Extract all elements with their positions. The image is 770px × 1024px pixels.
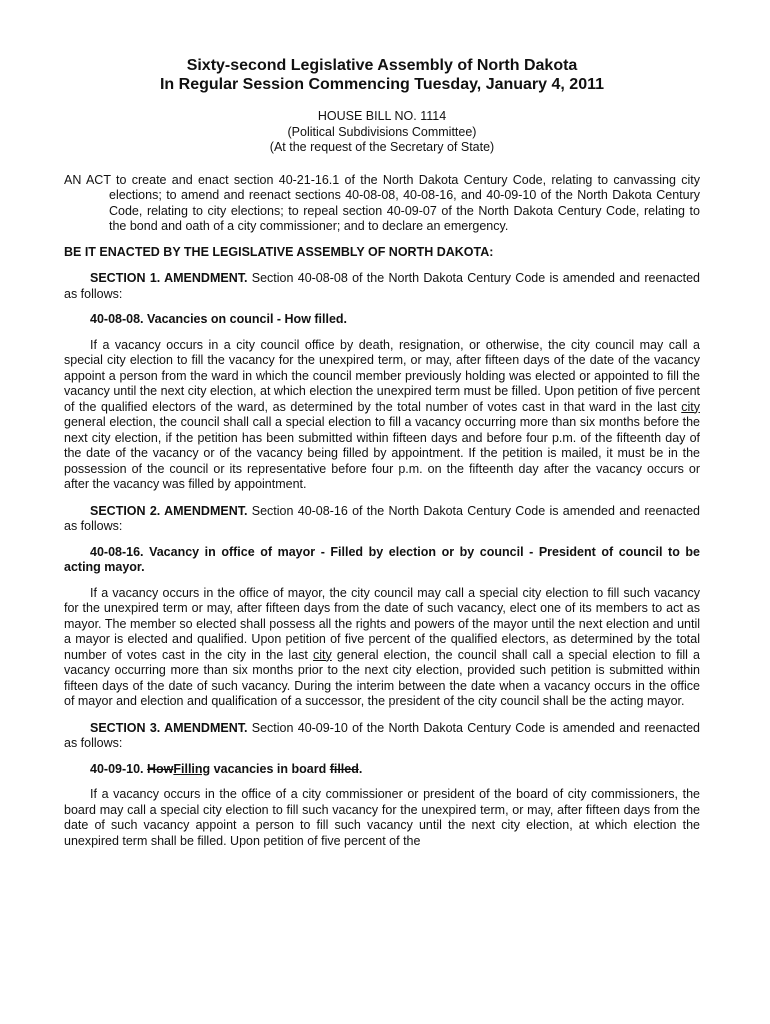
section-1-heading: 40-08-08. Vacancies on council - How filled. xyxy=(90,312,348,326)
act-title: AN ACT to create and enact section 40-21-16.1 of the North Dakota Century Code, relating to canvassing city elections; to amend and reenact sections 40-08-08, 40-08-16, and 40-09-10 of the North Dakota Century Code, relating to city elections; to repeal section 40-09-07 of the North Dakota Century Code, relating to the bond and oath of a city commissioner; and to declare an emergency. xyxy=(64,172,700,233)
section-3-intro xyxy=(64,721,700,752)
deleted-text: filled xyxy=(329,761,359,776)
bill-page xyxy=(64,56,700,849)
section-1-body xyxy=(64,338,700,493)
section-2-body-part-a: If a vacancy occurs in the office of mayor, the city council may call a special city election to fill such vacancy for the unexpired term or may, after fifteen days from the date of such vacancy, elect one of its members to act as mayor. The member so elected shall possess all the rights and powers of the mayor until the next election and until a mayor is elected and qualified. Upon petition of five percent of the qualified electors, as determined by the total number of votes cast in the city in the last xyxy=(64,585,700,662)
heading-mid: vacancies in board xyxy=(210,761,330,776)
bill-number: HOUSE BILL NO. 1114 xyxy=(317,109,447,123)
section-1-label: SECTION 1. AMENDMENT. xyxy=(90,271,248,285)
inserted-text: city xyxy=(312,647,332,662)
enacting-clause: BE IT ENACTED BY THE LEGISLATIVE ASSEMBLY OF NORTH DAKOTA: xyxy=(64,244,494,259)
section-2-heading: 40-08-16. Vacancy in office of mayor - Filled by election or by council - President of council to be acting mayor. xyxy=(64,544,700,574)
section-2-body-part-b: general election, the council shall call a special election to fill a vacancy occurring more than six months prior to the next city election, provided such petition is submitted within fifteen days of the date of such vacancy. During the interim between the date when a vacancy occurs in the office of mayor and election and qualification of a successor, the president of the city council shall be the acting mayor. xyxy=(64,647,700,708)
heading-suffix: . xyxy=(358,761,363,776)
section-2-intro xyxy=(64,504,700,535)
bill-request: (At the request of the Secretary of State) xyxy=(269,140,495,154)
section-2-label: SECTION 2. AMENDMENT. xyxy=(90,503,248,518)
assembly-title: Sixty-second Legislative Assembly of North Dakota xyxy=(186,57,578,74)
section-3-intro-text: Section 40-09-10 of the North Dakota Century Code is amended and reenacted as follows: xyxy=(64,720,700,750)
inserted-text: Filling xyxy=(173,761,211,776)
section-3-label: SECTION 3. AMENDMENT. xyxy=(90,720,248,735)
section-1-body-part-a: If a vacancy occurs in a city council office by death, resignation, or otherwise, the city council may call a special city election to fill the vacancy for the unexpired term, or may, after fifteen days of the date of the vacancy appoint a person from the ward in which the council member previously holding was elected or appointed to fill the vacancy until the next city election, at which election the unexpired term must be filled. Upon petition of five percent of the qualified electors of the ward, as determined by the total number of votes cast in that ward in the last xyxy=(64,337,700,414)
bill-committee: (Political Subdivisions Committee) xyxy=(287,124,477,139)
section-2-body xyxy=(64,586,700,710)
session-title: In Regular Session Commencing Tuesday, January 4, 2011 xyxy=(159,76,604,93)
bill-info xyxy=(64,109,700,156)
section-3-heading xyxy=(64,762,700,778)
section-3-body: If a vacancy occurs in the office of a city commissioner or president of the board of city commissioners, the board may call a special city election to fill such vacancy for the unexpired term, or may, after fifteen days from the date of such vacancy appoint a person to fill such vacancy until the next city election, at which election the unexpired term shall be filled. Upon petition of five percent of the xyxy=(64,787,700,848)
section-1-body-part-b: general election, the council shall call a special election to fill a vacancy occurring more than six months before the next city election, if the petition has been submitted within fifteen days and before four p.m. of the fifteenth day of the date of the vacancy or of the vacancy being filled by appointment. If the petition is mailed, it must be in the possession of the council or its representative before four p.m. on the fifteenth day after the vacancy occurs or after the vacancy was filled by appointment. xyxy=(64,415,700,491)
heading-prefix: 40-09-10. xyxy=(90,761,147,776)
section-1-intro xyxy=(64,271,700,302)
deleted-text: How xyxy=(146,761,174,776)
section-1-intro-text: Section 40-08-08 of the North Dakota Century Code is amended and reenacted as follows: xyxy=(64,271,700,301)
section-2-intro-text: Section 40-08-16 of the North Dakota Century Code is amended and reenacted as follows: xyxy=(64,503,700,533)
inserted-text: city xyxy=(681,399,700,414)
